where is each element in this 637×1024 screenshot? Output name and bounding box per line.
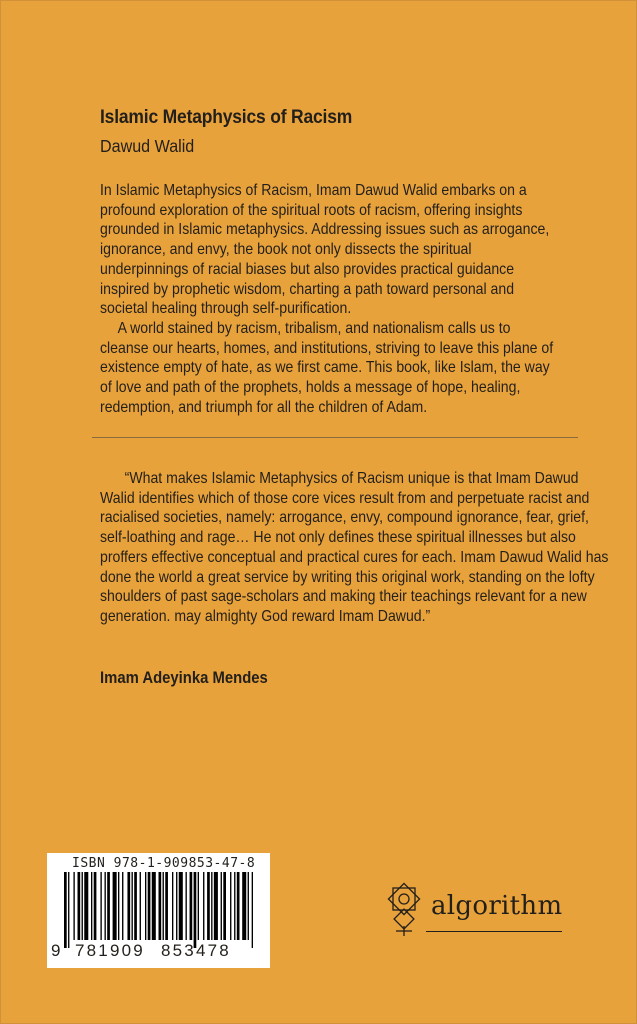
- barcode-bar: [230, 872, 231, 940]
- barcode-bar: [190, 872, 193, 940]
- barcode-bar: [91, 872, 92, 940]
- barcode-bar: [100, 872, 101, 940]
- barcode-bar: [234, 872, 235, 940]
- isbn-barcode: [47, 853, 270, 968]
- endorsement-author: Imam Adeyinka Mendes: [100, 669, 268, 687]
- barcode-bar: [203, 872, 204, 940]
- ean-first-digit: 9: [51, 941, 61, 960]
- publisher-name: algorithm: [431, 891, 563, 921]
- blurb-paragraph: In Islamic Metaphysics of Racism, Imam Dawud Walid embarks on a profound exploration of the spiritual roots of racism, offering insights grounded in Islamic metaphysics. Addressing issues such as arrogance, ignorance, and envy, the book not only dissects the spiritual underpinnings of racial biases but also provides practical guidance inspired by prophetic wisdom, charting a path toward personal and societal healing through self-purification.: [100, 182, 550, 318]
- endorsement-text: “What makes Islamic Metaphysics of Racism unique is that Imam Dawud Walid identifies which of those core vices result from and perpetuate racist and racialised societies, namely: arrogance, envy, compound ignorance, fear, grief, self-loathing and rage… He not only defines these spiritual illnesses but also proffers effective conceptual and practical cures for each. Imam Dawud Walid has done the world a great service by writing this original work, standing on the lofty shoulders of past sage-scholars and making their teachings relevant for a new generation. may almighty God reward Imam Dawud.”: [100, 470, 609, 625]
- barcode-bar: [64, 872, 67, 948]
- barcode-bar: [176, 872, 177, 940]
- barcode-bar: [252, 872, 253, 948]
- barcode-bar: [68, 872, 69, 948]
- endorsement-quote: [100, 469, 614, 627]
- barcode-bar: [194, 872, 197, 948]
- book-author: Dawud Walid: [100, 136, 195, 156]
- barcode-bar: [159, 872, 162, 940]
- barcode-bar: [207, 872, 210, 940]
- barcode-bar: [179, 872, 183, 940]
- barcode-bar: [152, 872, 156, 940]
- publisher-logo: [384, 878, 564, 938]
- book-title: Islamic Metaphysics of Racism: [100, 107, 353, 128]
- barcode-bar: [94, 872, 97, 940]
- barcode-bar: [163, 872, 164, 940]
- barcode-bar: [172, 872, 173, 940]
- ean-right-group: 853478: [161, 941, 231, 960]
- barcode-bar: [82, 872, 83, 940]
- barcode-bar: [113, 872, 117, 940]
- barcode-bar: [211, 872, 212, 940]
- book-blurb: [100, 181, 561, 417]
- barcode-bar: [127, 872, 130, 940]
- barcode-bar: [118, 872, 119, 940]
- publisher-underline: [426, 931, 562, 932]
- barcode-bar: [73, 872, 74, 940]
- barcode-bar: [84, 872, 88, 940]
- barcode-bar: [134, 872, 137, 940]
- section-divider: [92, 437, 578, 438]
- barcode-bar: [145, 872, 146, 940]
- blurb-paragraph: A world stained by racism, tribalism, and nationalism calls us to cleanse our hearts, homes, and institutions, striving to leave this plane of existence empty of hate, as we first came. This book, like Islam, the way of love and path of the prophets, holds a message of hope, healing, redemption, and triumph for all the children of Adam.: [100, 319, 554, 416]
- barcode-bar: [221, 872, 222, 940]
- barcode-bar: [214, 872, 218, 940]
- barcode-bar: [122, 872, 123, 940]
- geometric-star-logo-icon: [384, 878, 428, 938]
- ean-left-group: 781909: [75, 941, 145, 960]
- barcode-bar: [237, 872, 240, 940]
- barcode-bar: [105, 872, 106, 940]
- barcode-bar: [186, 872, 187, 940]
- isbn-label: ISBN 978-1-909853-47-8: [72, 856, 256, 871]
- barcode-bar: [223, 872, 226, 940]
- barcode-bar: [198, 872, 199, 940]
- barcode-bar: [107, 872, 110, 940]
- barcode-bars: [60, 872, 260, 948]
- barcode-bar: [78, 872, 81, 940]
- barcode-bar: [140, 872, 141, 940]
- barcode-bar: [242, 872, 246, 940]
- barcode-bar: [248, 872, 249, 940]
- barcode-bar: [165, 872, 168, 940]
- barcode-bar: [148, 872, 151, 940]
- barcode-bar: [132, 872, 133, 940]
